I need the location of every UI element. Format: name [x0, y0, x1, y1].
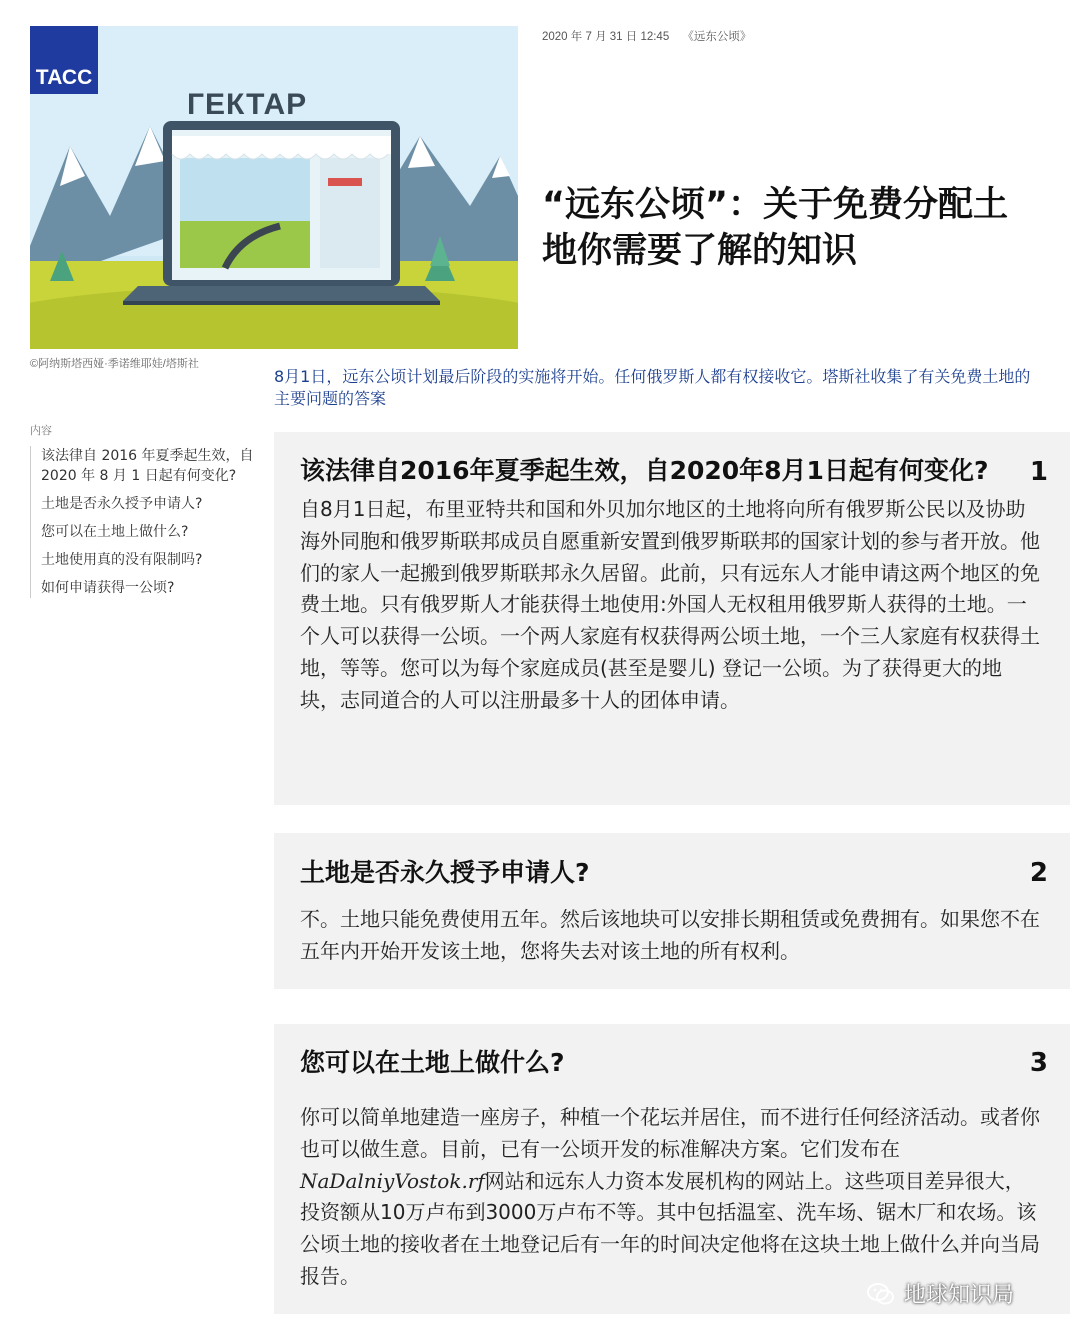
section-number: 2	[1029, 858, 1048, 888]
table-of-contents	[30, 422, 256, 606]
article-lead: 8月1日，远东公顷计划最后阶段的实施将开始。任何俄罗斯人都有权接收它。塔斯社收集了有关免费土地的主要问题的答案	[274, 367, 1031, 408]
tass-logo-text: ТАСС	[35, 66, 93, 89]
toc-title: 内容	[30, 424, 52, 437]
faq-card-2	[274, 833, 1070, 989]
wechat-icon	[866, 1279, 896, 1309]
section-body: 不。土地只能免费使用五年。然后该地块可以安排长期租赁或免费拥有。如果您不在五年内开始开发该土地，您将失去对该土地的所有权利。	[300, 907, 1040, 963]
faq-card-1	[274, 432, 1070, 805]
section-number: 3	[1029, 1048, 1048, 1078]
toc-item[interactable]: 土地使用真的没有限制吗?	[41, 552, 203, 568]
tass-logo	[30, 26, 98, 94]
faq-card-3	[274, 1024, 1070, 1314]
hero-image	[30, 26, 518, 349]
hero-illustration	[30, 26, 518, 349]
toc-item[interactable]: 您可以在土地上做什么?	[41, 524, 189, 540]
toc-item[interactable]: 该法律自 2016 年夏季起生效，自 2020 年 8 月 1 日起有何变化?	[41, 448, 254, 484]
article-meta	[542, 28, 751, 44]
toc-item[interactable]: 如何申请获得一公顷?	[41, 580, 175, 596]
section-body-part: 你可以简单地建造一座房子，种植一个花坛并居住，而不进行任何经济活动。或者你也可以做生意。目前，已有一公顷开发的标准解决方案。它们发布在	[300, 1105, 1040, 1161]
page-title: “远东公顷”：关于免费分配土地你需要了解的知识	[542, 185, 1009, 271]
section-heading: 土地是否永久授予申请人?	[300, 858, 590, 887]
section-number: 1	[1029, 457, 1048, 487]
hero-sign-text: ГЕКТАР	[187, 88, 308, 121]
watermark	[866, 1278, 1014, 1309]
watermark-text: 地球知识局	[904, 1283, 1015, 1308]
image-caption: ©阿纳斯塔西娅·季诺维耶娃/塔斯社	[30, 358, 199, 370]
section-body-part: 网站和远东人力资本发展机构的网站上。这些项目差异很大，投资额从10万卢布到3000万卢布不等。其中包括温室、洗车场、锯木厂和农场。该公顷土地的接收者在土地登记后有一年的时间决定他将在这块土地上做什么并向当局报告。	[300, 1168, 1040, 1288]
section-body: 自8月1日起，布里亚特共和国和外贝加尔地区的土地将向所有俄罗斯公民以及协助海外同胞和俄罗斯联邦成员自愿重新安置到俄罗斯联邦的国家计划的参与者开放。他们的家人一起搬到俄罗斯联邦永久居留。此前，只有远东人才能申请这两个地区的免费土地。只有俄罗斯人才能获得土地使用:外国人无权租用俄罗斯人获得的土地。一个人可以获得一公顷。一个两人家庭有权获得两公顷土地，一个三人家庭有权获得土地，等等。您可以为每个家庭成员(甚至是婴儿) 登记一公顷。为了获得更大的地块，志同道合的人可以注册最多十人的团体申请。	[300, 497, 1040, 712]
toc-item[interactable]: 土地是否永久授予申请人?	[41, 496, 203, 512]
section-heading: 您可以在土地上做什么?	[300, 1048, 565, 1077]
site-link[interactable]: NaDalniyVostok.rf	[300, 1168, 485, 1193]
toc-list	[30, 446, 256, 598]
section-body	[300, 1102, 1040, 1293]
article-tag[interactable]: 《远东公顷》	[682, 31, 752, 43]
section-heading: 该法律自2016年夏季起生效，自2020年8月1日起有何变化?	[300, 456, 989, 485]
publish-date: 2020 年 7 月 31 日 12:45	[542, 31, 670, 43]
